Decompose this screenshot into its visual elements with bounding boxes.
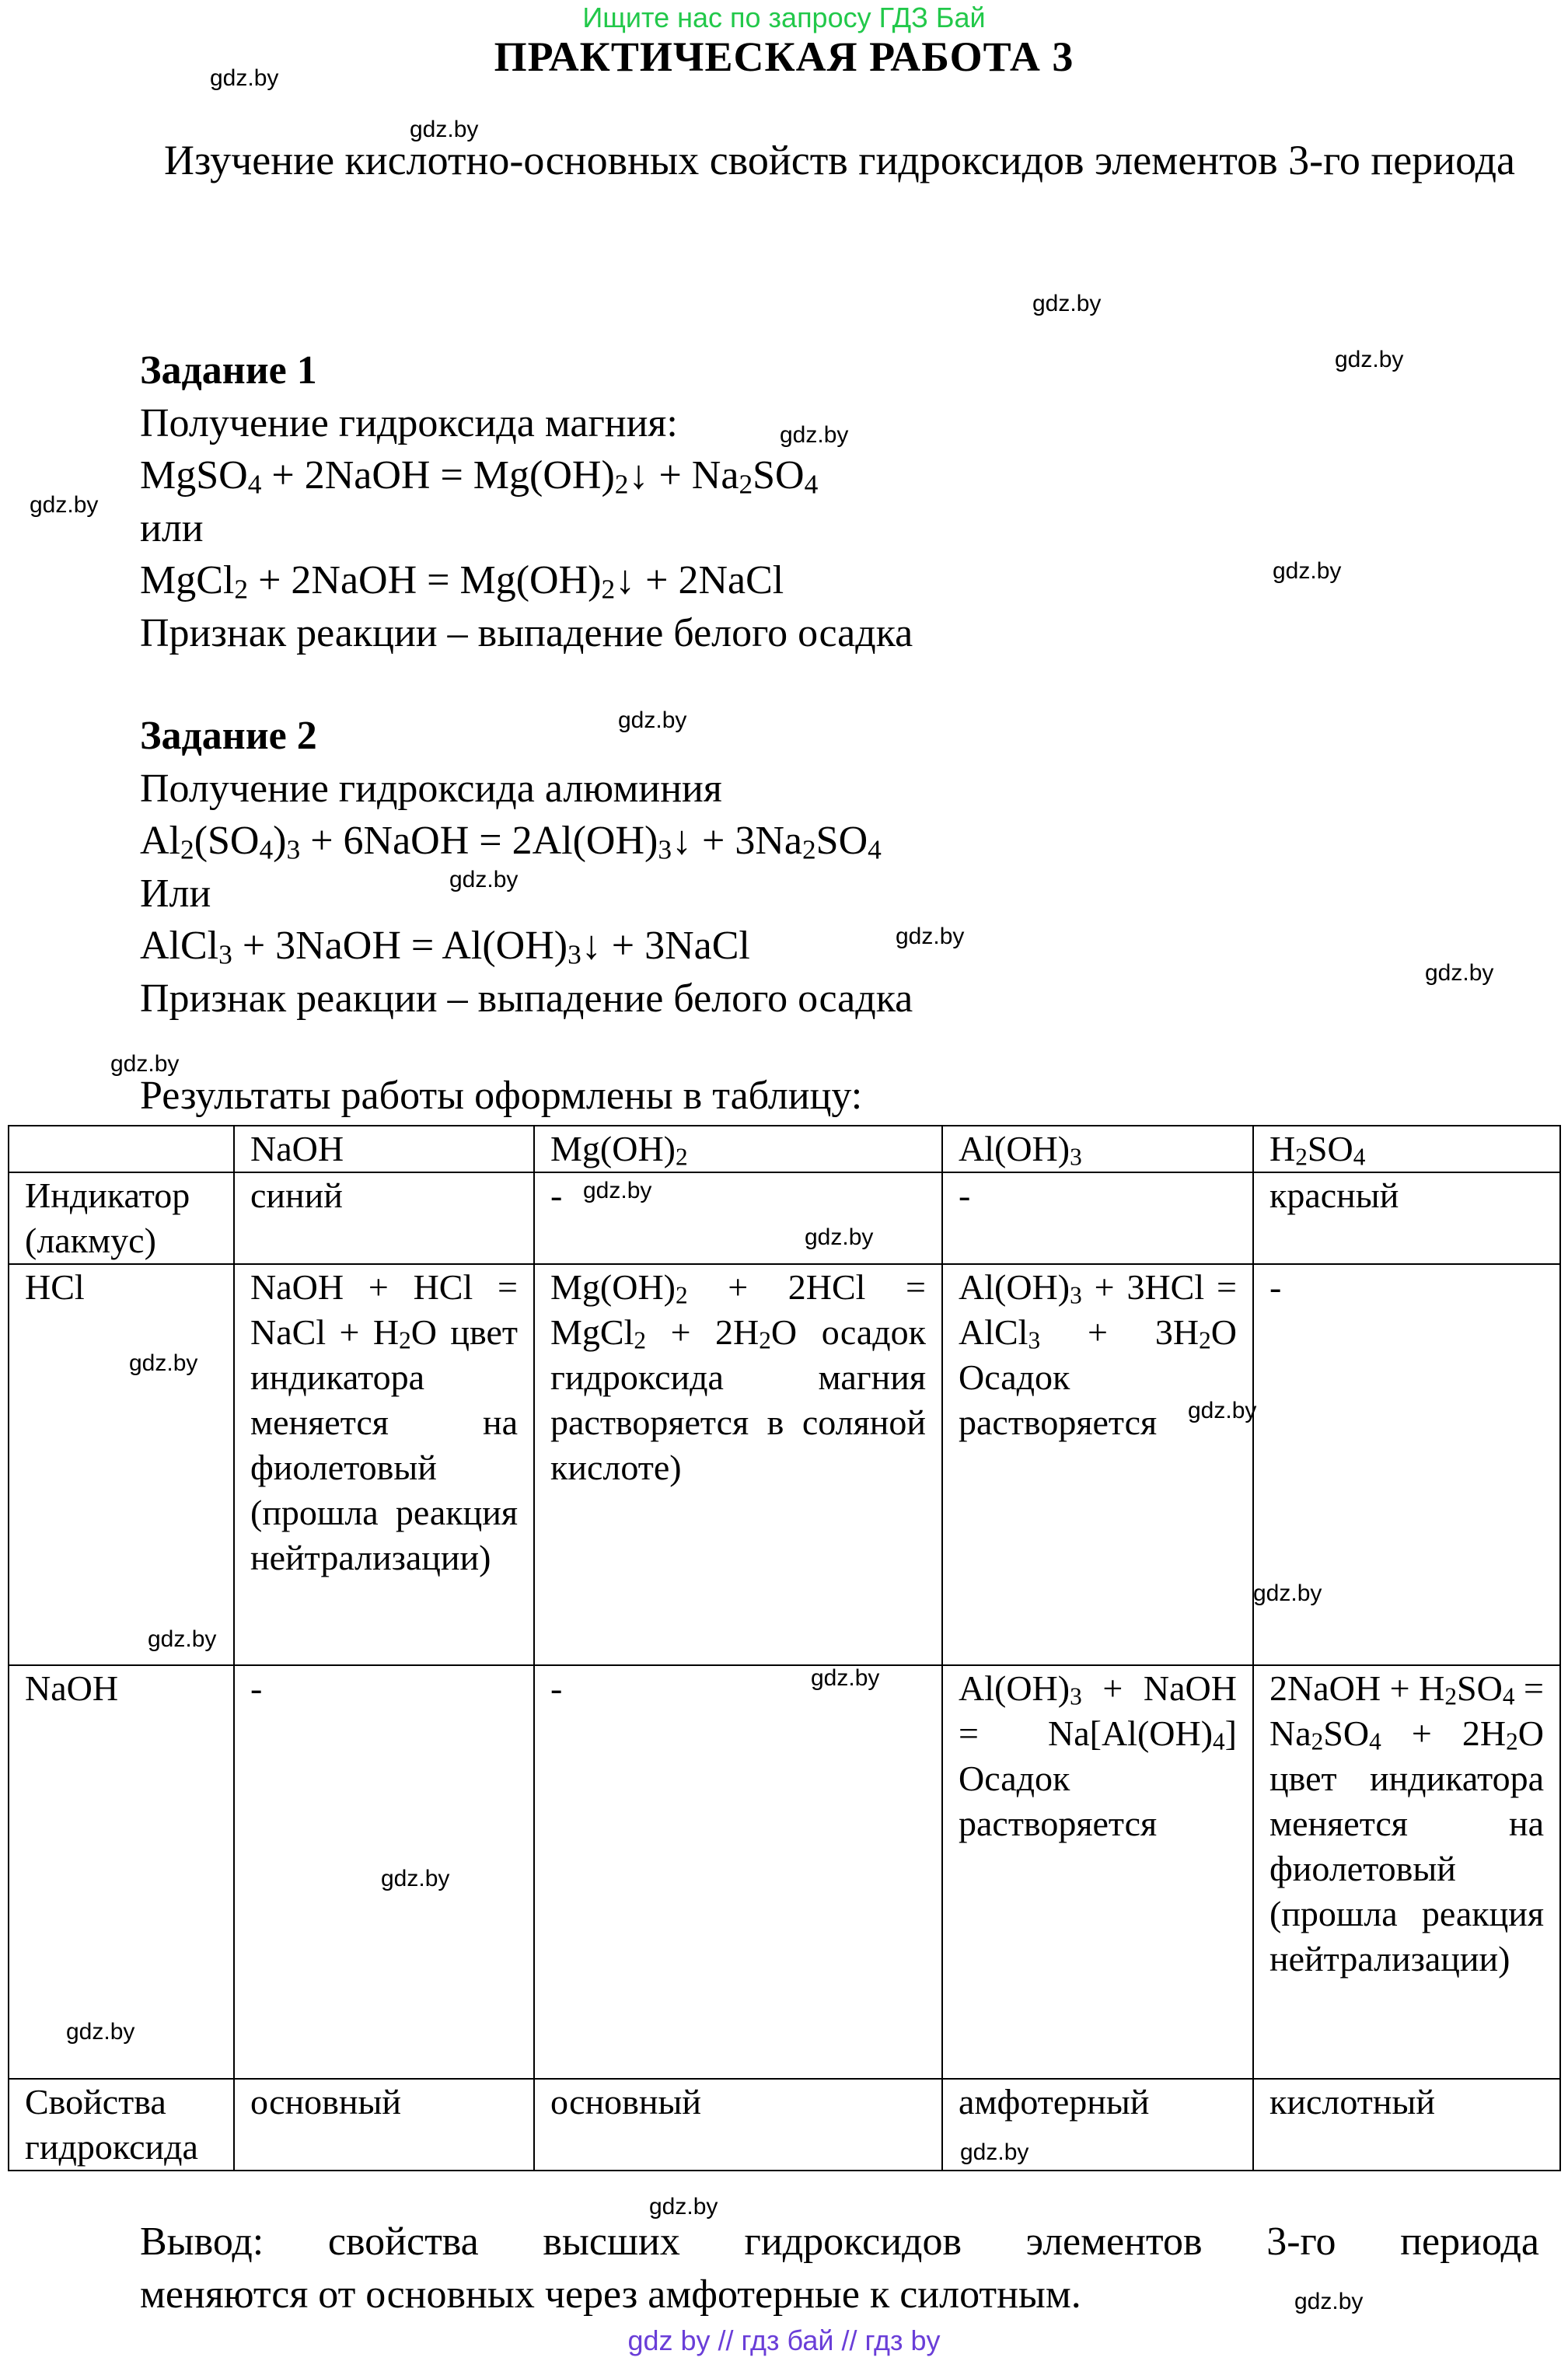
task-2-or: Или — [140, 871, 211, 916]
results-table — [8, 1125, 1561, 2171]
watermark: gdz.by — [1273, 558, 1342, 584]
cell-props-naoh: основный — [234, 2079, 534, 2171]
cell-props-aloh3: амфотерный — [942, 2079, 1253, 2171]
watermark: gdz.by — [960, 2139, 1029, 2165]
task-1-description: Получение гидроксида магния: — [140, 400, 678, 445]
row-label-naoh: NaOH — [9, 1665, 234, 2079]
watermark: gdz.by — [30, 492, 99, 518]
cell-props-h2so4: кислотный — [1253, 2079, 1560, 2171]
watermark: gdz.by — [66, 2019, 135, 2045]
watermark: gdz.by — [410, 117, 479, 142]
task-2-heading: Задание 2 — [140, 714, 317, 758]
cell-naoh-h2so4-text: цвет индикатора меняется на фиолетовый (прошла реакция нейтрализации) — [1269, 1759, 1544, 1979]
task-2-block — [140, 710, 913, 1025]
page-title: ПРАКТИЧЕСКАЯ РАБОТА 3 — [494, 33, 1074, 80]
row-label-hcl: HCl — [9, 1264, 234, 1665]
top-banner-link[interactable]: Ищите нас по запросу ГДЗ Бай — [582, 2, 986, 33]
watermark: gdz.by — [148, 1626, 217, 1652]
watermark: gdz.by — [649, 2194, 718, 2220]
bottom-banner-link[interactable]: gdz by // гдз бай // гдз by — [627, 2324, 941, 2356]
watermark: gdz.by — [1294, 2289, 1364, 2314]
table-row-properties — [9, 2079, 1560, 2171]
task-2-description: Получение гидроксида алюминия — [140, 766, 722, 811]
cell-indicator-mgoh2: - — [534, 1172, 942, 1264]
row-label-properties: Свойства гидроксида — [9, 2079, 234, 2171]
task-2-sign: Признак реакции – выпадение белого осадка — [140, 976, 913, 1021]
watermark: gdz.by — [805, 1224, 874, 1250]
cell-indicator-h2so4: красный — [1253, 1172, 1560, 1264]
watermark: gdz.by — [811, 1665, 880, 1691]
cell-hcl-mgoh2-text: осадок гидроксида магния растворяется в соляной кислоте) — [550, 1312, 926, 1487]
header-h2so4: $H_2SO_4$ — [1253, 1126, 1560, 1172]
cell-props-mgoh2: основный — [534, 2079, 942, 2171]
cell-naoh-mgoh2: - — [534, 1665, 942, 2079]
watermark: gdz.by — [583, 1178, 652, 1203]
task-1-equation-1: MgSO$_4$ + 2NaOH = $Mg(OH)_2↓ + Na_2SO_4$ — [140, 453, 819, 500]
task-1-sign: Признак реакции – выпадение белого осадка — [140, 610, 913, 655]
cell-naoh-h2so4: 2NaOH + $H_2SO_4 = Na_2SO_4 + 2H_2O$ цвет индикатора меняется на фиолетовый (прошла реакция нейтрализации) — [1253, 1665, 1560, 2079]
watermark: gdz.by — [896, 924, 965, 949]
header-empty-cell — [9, 1126, 234, 1172]
cell-indicator-aloh3: - — [942, 1172, 1253, 1264]
cell-naoh-naoh: - — [234, 1665, 534, 2079]
header-naoh: NaOH — [234, 1126, 534, 1172]
cell-hcl-naoh: NaOH + HCl = NaCl + $H_2O$ цвет индикатора меняется на фиолетовый (прошла реакция нейтрализации) — [234, 1264, 534, 1665]
cell-hcl-aloh3-text: Осадок растворяется — [959, 1357, 1158, 1442]
cell-naoh-aloh3: $Al(OH)_3$ + NaOH = $Na[Al(OH)_4]$ Осадок растворяется — [942, 1665, 1253, 2079]
task-1-equation-2: MgCl$_2$ + 2NaOH = $Mg(OH)_2↓$ + 2NaCl — [140, 558, 784, 605]
watermark: gdz.by — [449, 867, 519, 892]
watermark: gdz.by — [1188, 1398, 1257, 1423]
page-subtitle: Изучение кислотно-основных свойств гидроксидов элементов 3-го периода — [163, 137, 1516, 183]
cell-hcl-naoh-text: цвет индикатора меняется на фиолетовый (прошла реакция нейтрализации) — [250, 1312, 518, 1577]
row-label-indicator: Индикатор (лакмус) — [9, 1172, 234, 1264]
watermark: gdz.by — [1253, 1580, 1322, 1606]
header-aloh3: $Al(OH)_3$ — [942, 1126, 1253, 1172]
cell-hcl-aloh3: $Al(OH)_3 + 3HCl$ = AlCl$_3$ + $3H_2O$ Осадок растворяется — [942, 1264, 1253, 1665]
task-1-block — [140, 344, 913, 659]
task-2-equation-1: $Al_2(SO_4)_3$ + 6NaOH = $2Al(OH)_3↓ + 3Na_2SO_4$ — [140, 819, 882, 865]
table-row-indicator — [9, 1172, 1560, 1264]
header-mgoh2: $Mg(OH)_2$ — [534, 1126, 942, 1172]
task-2-equation-2: AlCl$_3$ + 3NaOH = $Al(OH)_3↓$ + 3NaCl — [140, 924, 750, 970]
cell-indicator-naoh: синий — [234, 1172, 534, 1264]
cell-hcl-h2so4: - — [1253, 1264, 1560, 1665]
table-caption: Результаты работы оформлены в таблицу: — [140, 1074, 863, 1118]
watermark: gdz.by — [381, 1866, 450, 1891]
conclusion-line-1: Вывод: свойства высших гидроксидов элементов 3-го периода — [140, 2220, 1539, 2264]
watermark: gdz.by — [110, 1051, 180, 1077]
watermark: gdz.by — [129, 1350, 198, 1376]
cell-naoh-aloh3-text: Осадок растворяется — [959, 1759, 1158, 1843]
watermark: gdz.by — [1335, 347, 1404, 372]
watermark: gdz.by — [1425, 960, 1494, 986]
task-1-or: или — [140, 505, 204, 550]
table-header-row — [9, 1126, 1560, 1172]
conclusion-line-2: меняются от основных через амфотерные к силотным. — [140, 2272, 1081, 2317]
watermark: gdz.by — [1032, 291, 1102, 316]
watermark: gdz.by — [780, 422, 849, 448]
task-1-heading: Задание 1 — [140, 348, 317, 393]
cell-hcl-mgoh2: $Mg(OH)_2 + 2HCl$ = MgCl$_2$ + $2H_2O$ осадок гидроксида магния растворяется в соляной кислоте) — [534, 1264, 942, 1665]
table-row-naoh — [9, 1665, 1560, 2079]
table-row-hcl — [9, 1264, 1560, 1665]
watermark: gdz.by — [618, 707, 687, 733]
watermark: gdz.by — [210, 65, 279, 91]
